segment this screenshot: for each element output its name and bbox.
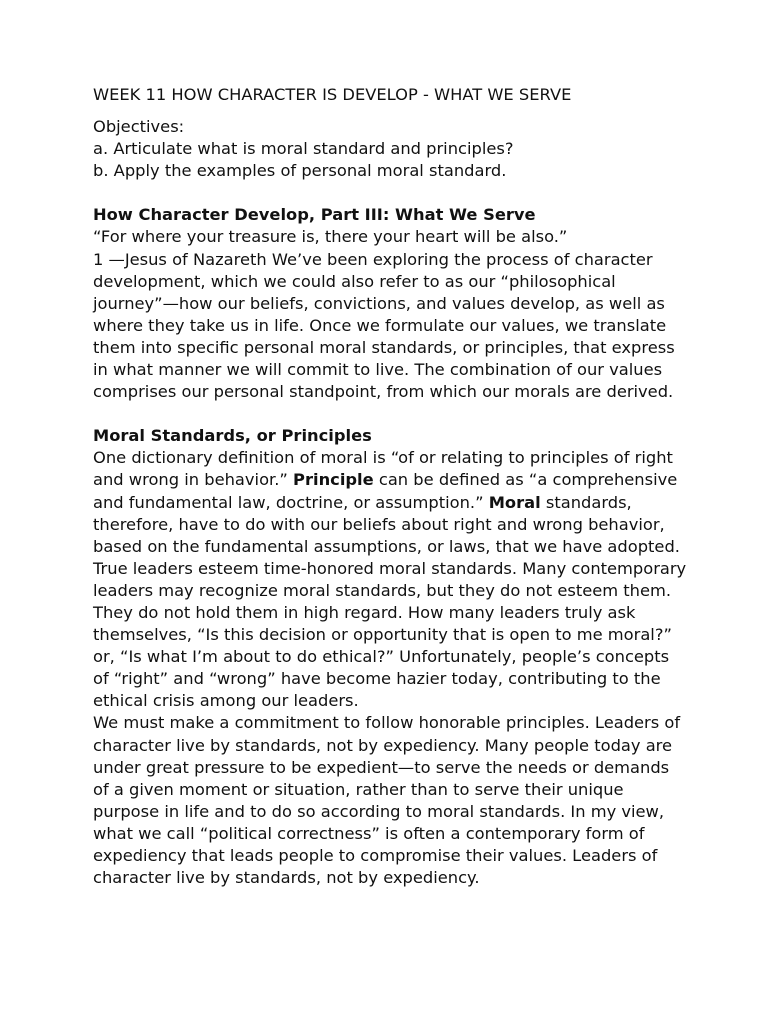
paragraph-line: ethical crisis among our leaders. — [93, 691, 359, 711]
paragraph-line: development, which we could also refer to as our “philosophical — [93, 271, 616, 291]
paragraph-line: They do not hold them in high regard. How many leaders truly ask — [93, 602, 636, 622]
text-run: can be defined as “a comprehensive — [373, 470, 678, 490]
objective-item-b: b. Apply the examples of personal moral standard. — [93, 161, 507, 181]
text-run: and fundamental law, doctrine, or assumption.” — [93, 492, 489, 512]
paragraph-line: leaders may recognize moral standards, but they do not esteem them. — [93, 580, 672, 600]
paragraph-line: “For where your treasure is, there your heart will be also.” — [93, 227, 568, 247]
paragraph-line: based on the fundamental assumptions, or laws, that we have adopted. — [93, 536, 680, 556]
paragraph-line: comprises our personal standpoint, from which our morals are derived. — [93, 382, 674, 402]
paragraph-line: of a given moment or situation, rather than to serve their unique — [93, 779, 624, 799]
paragraph-line: of “right” and “wrong” have become hazier today, contributing to the — [93, 669, 661, 689]
paragraph-line: expediency that leads people to compromise their values. Leaders of — [93, 846, 658, 865]
paragraph-line: character live by standards, not by expediency. Many people today are — [93, 735, 673, 755]
paragraph-line: True leaders esteem time-honored moral standards. Many contemporary — [93, 558, 687, 578]
section-heading-what-we-serve: How Character Develop, Part III: What We Serve — [93, 205, 536, 225]
paragraph-line: or, “Is what I’m about to do ethical?” Unfortunately, people’s concepts — [93, 647, 670, 667]
paragraph-line: purpose in life and to do so according to moral standards. In my view, — [93, 801, 665, 821]
bold-term-moral: Moral — [488, 492, 541, 512]
text-run: standards, — [540, 492, 632, 512]
objective-item-a: a. Articulate what is moral standard and principles? — [93, 139, 514, 159]
objectives-label: Objectives: — [93, 117, 185, 137]
paragraph-line: under great pressure to be expedient—to serve the needs or demands — [93, 757, 670, 777]
text-run: and wrong in behavior.” — [93, 470, 294, 490]
spacer — [93, 182, 683, 204]
spacer — [93, 403, 683, 425]
bold-term-principle: Principle — [293, 470, 374, 490]
document-page — [93, 84, 687, 889]
paragraph-line: therefore, have to do with our beliefs about right and wrong behavior, — [93, 514, 665, 534]
paragraph-line: where they take us in life. Once we formulate our values, we translate — [93, 315, 667, 335]
paragraph-line: We must make a commitment to follow honorable principles. Leaders of — [93, 713, 681, 733]
paragraph-line: One dictionary definition of moral is “of or relating to principles of right — [93, 448, 673, 468]
paragraph-line — [93, 469, 683, 491]
paragraph-line: journey”—how our beliefs, convictions, and values develop, as well as — [93, 293, 665, 313]
paragraph-line: them into specific personal moral standards, or principles, that express — [93, 337, 675, 357]
paragraph-line — [93, 492, 683, 514]
page-title: WEEK 11 HOW CHARACTER IS DEVELOP - WHAT WE SERVE — [93, 85, 572, 104]
section-heading-moral-standards: Moral Standards, or Principles — [93, 426, 372, 446]
paragraph-line: in what manner we will commit to live. The combination of our values — [93, 360, 663, 380]
paragraph-line: character live by standards, not by expediency. — [93, 868, 480, 888]
paragraph-line: themselves, “Is this decision or opportunity that is open to me moral?” — [93, 625, 672, 645]
paragraph-line: what we call “political correctness” is often a contemporary form of — [93, 823, 645, 843]
paragraph-line: 1 —Jesus of Nazareth We’ve been exploring the process of character — [93, 249, 653, 269]
